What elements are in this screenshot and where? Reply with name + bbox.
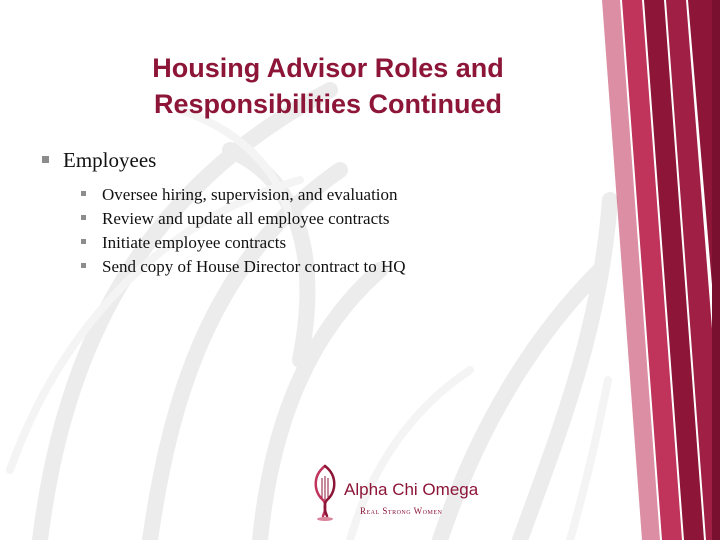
title-line-1: Housing Advisor Roles and bbox=[152, 53, 504, 84]
slide-title bbox=[78, 50, 578, 122]
title-line-2: Responsibilities Continued bbox=[153, 89, 503, 120]
sub-bullet-text: Send copy of House Director contract to HQ bbox=[102, 257, 406, 276]
alpha-chi-omega-logo bbox=[308, 462, 488, 524]
square-bullet-icon bbox=[81, 191, 86, 196]
sub-bullet-list bbox=[81, 183, 406, 278]
square-bullet-icon bbox=[81, 215, 86, 220]
lyre-icon bbox=[308, 462, 342, 522]
square-bullet-icon bbox=[42, 156, 49, 163]
logo-name: Alpha Chi Omega bbox=[344, 480, 479, 499]
square-bullet-icon bbox=[81, 263, 86, 268]
bullet-employees bbox=[42, 148, 406, 173]
sub-bullet-item bbox=[81, 231, 406, 254]
sub-bullet-text: Initiate employee contracts bbox=[102, 233, 287, 252]
sub-bullet-item bbox=[81, 183, 406, 206]
sub-bullet-item bbox=[81, 207, 406, 230]
square-bullet-icon bbox=[81, 239, 86, 244]
decorative-stripes bbox=[602, 0, 720, 540]
bullet-list bbox=[42, 148, 406, 279]
sub-bullet-item bbox=[81, 255, 406, 278]
sub-bullet-text: Oversee hiring, supervision, and evaluation bbox=[102, 185, 398, 204]
logo-tagline: Real Strong Women bbox=[360, 506, 443, 516]
sub-bullet-text: Review and update all employee contracts bbox=[102, 209, 390, 228]
bullet-label: Employees bbox=[63, 148, 157, 172]
